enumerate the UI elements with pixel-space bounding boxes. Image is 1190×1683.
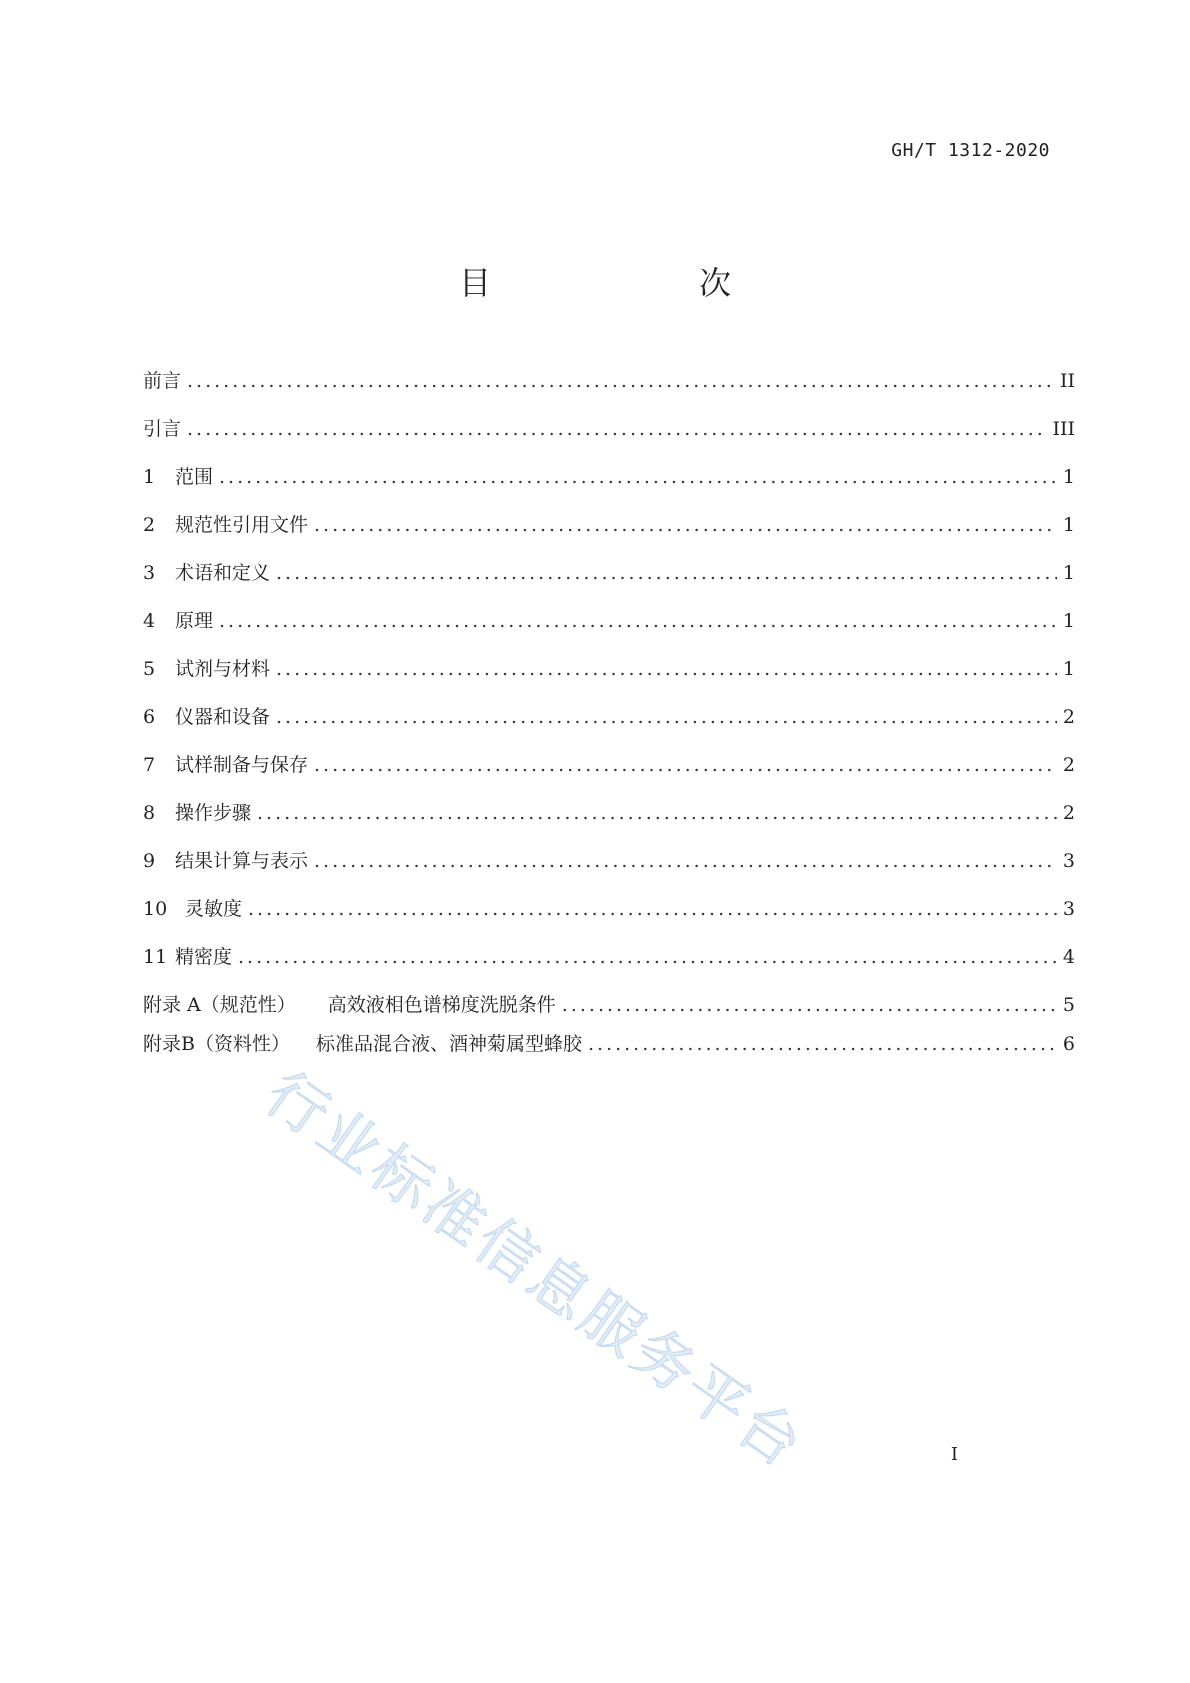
toc-entry-3[interactable] [143, 558, 1075, 606]
toc-leader [276, 706, 1057, 728]
toc-entry-introduction[interactable] [143, 414, 1075, 462]
toc-entry-foreword[interactable] [143, 366, 1075, 414]
toc-entry-7[interactable] [143, 750, 1075, 798]
toc-entry-label: 精密度 [175, 946, 233, 968]
toc-entry-number: 5 [143, 658, 156, 680]
toc-entry-label: 操作步骤 [175, 802, 252, 824]
toc-entry-page: 4 [1062, 946, 1075, 968]
toc-entry-number: 10 [143, 898, 168, 920]
toc-entry-label: 高效液相色谱梯度洗脱条件 [327, 994, 556, 1016]
toc-entry-8[interactable] [143, 798, 1075, 846]
toc-entry-page: 1 [1062, 658, 1075, 680]
toc-entry-page: 1 [1062, 610, 1075, 632]
toc-leader [219, 466, 1057, 488]
toc-entry-page: 1 [1062, 514, 1075, 536]
toc-leader [588, 1033, 1057, 1055]
toc-entry-1[interactable] [143, 462, 1075, 510]
toc-entry-11[interactable] [143, 942, 1075, 990]
toc-entry-page: 3 [1062, 898, 1075, 920]
toc-entry-number: 6 [143, 706, 156, 728]
toc-leader [314, 514, 1057, 536]
toc-entry-page: 3 [1062, 850, 1075, 872]
toc-entry-label: 试样制备与保存 [175, 754, 309, 776]
standard-code: GH/T 1312-2020 [891, 140, 1050, 161]
toc-entry-page: 6 [1062, 1033, 1075, 1055]
toc-entry-number: 8 [143, 802, 156, 824]
toc-entry-number: 1 [143, 466, 156, 488]
toc-entry-number: 9 [143, 850, 156, 872]
toc-entry-page: II [1059, 370, 1075, 392]
table-of-contents [143, 366, 1075, 1068]
toc-entry-page: 2 [1062, 706, 1075, 728]
toc-leader [314, 754, 1057, 776]
toc-entry-9[interactable] [143, 846, 1075, 894]
toc-entry-number: 3 [143, 562, 156, 584]
toc-entry-number: 11 [143, 946, 168, 968]
page-number: I [950, 1444, 958, 1465]
toc-entry-number: 附录B（资料性） [143, 1033, 290, 1055]
toc-entry-number: 7 [143, 754, 156, 776]
toc-entry-label: 结果计算与表示 [175, 850, 309, 872]
toc-entry-label: 试剂与材料 [175, 658, 271, 680]
toc-entry-label: 仪器和设备 [175, 706, 271, 728]
toc-leader [219, 610, 1057, 632]
toc-leader [187, 418, 1046, 440]
toc-entry-page: 1 [1062, 562, 1075, 584]
toc-entry-label: 原理 [175, 610, 214, 632]
toc-entry-page: 1 [1062, 466, 1075, 488]
toc-entry-label: 规范性引用文件 [175, 514, 309, 536]
page-title: 目 次 [458, 264, 779, 302]
toc-leader [238, 946, 1057, 968]
toc-entry-number: 附录 A（规范性） [143, 994, 296, 1016]
toc-entry-appendix-b[interactable] [143, 1029, 1075, 1068]
toc-leader [187, 370, 1054, 392]
toc-entry-label: 术语和定义 [175, 562, 271, 584]
toc-leader [276, 658, 1057, 680]
watermark: 行业标准信息服务平台 [252, 1058, 817, 1484]
toc-entry-page: 5 [1062, 994, 1075, 1016]
toc-leader [257, 802, 1057, 824]
toc-entry-label: 前言 [143, 370, 182, 392]
toc-entry-label: 引言 [143, 418, 182, 440]
toc-entry-number: 2 [143, 514, 156, 536]
toc-entry-page: 2 [1062, 754, 1075, 776]
toc-leader [314, 850, 1057, 872]
toc-entry-4[interactable] [143, 606, 1075, 654]
toc-entry-number: 4 [143, 610, 156, 632]
toc-entry-2[interactable] [143, 510, 1075, 558]
toc-entry-page: III [1052, 418, 1075, 440]
toc-leader [276, 562, 1057, 584]
toc-entry-page: 2 [1062, 802, 1075, 824]
toc-entry-10[interactable] [143, 894, 1075, 942]
toc-entry-6[interactable] [143, 702, 1075, 750]
toc-entry-label: 范围 [175, 466, 214, 488]
toc-entry-label: 标准品混合液、酒神菊属型蜂胶 [315, 1033, 582, 1055]
toc-entry-label: 灵敏度 [185, 898, 243, 920]
toc-entry-5[interactable] [143, 654, 1075, 702]
toc-leader [248, 898, 1057, 920]
toc-entry-appendix-a[interactable] [143, 990, 1075, 1029]
toc-leader [562, 994, 1057, 1016]
